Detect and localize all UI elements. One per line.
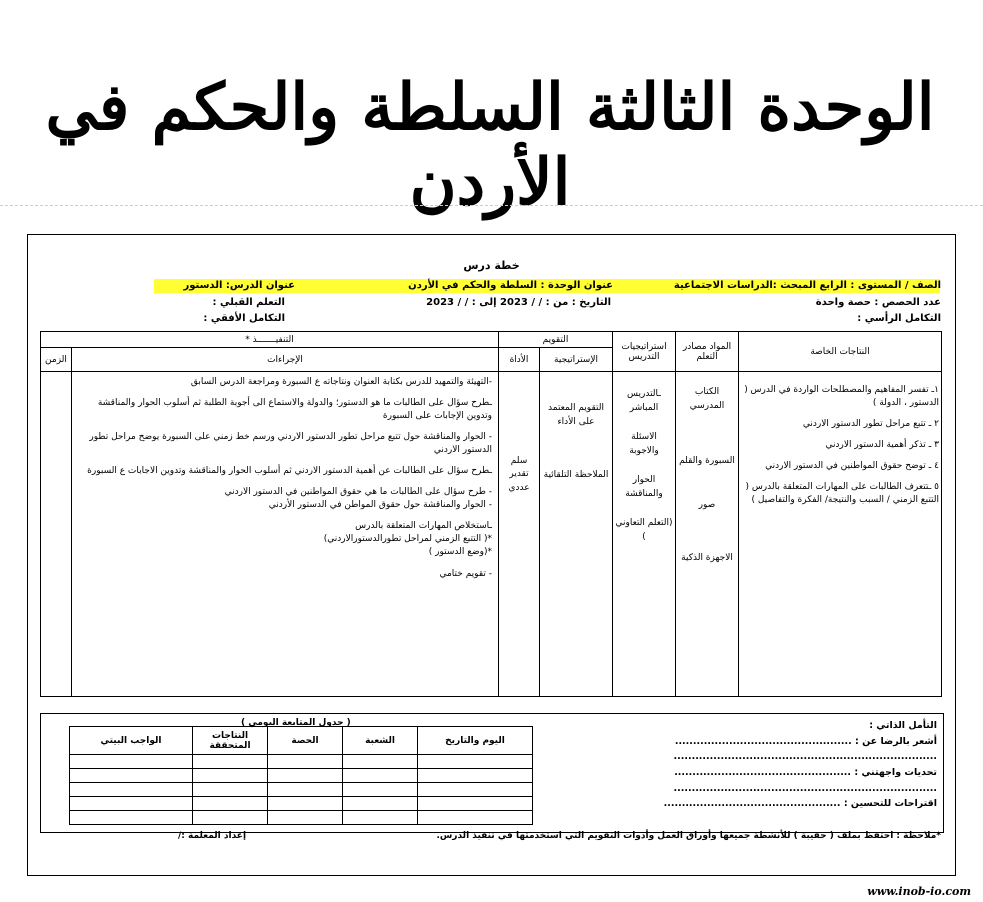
procedure-item: ـطرح سؤال على الطالبات ما هو الدستور؛ والدولة والاستماع الى أجوبة الطلبة ثم أسلوب الحوار والمناقشة وتدوين الإجابات على السبورة — [97, 398, 492, 422]
vertical-integration-label: التكامل الرأسي : — [857, 313, 941, 324]
outcome-item: ٤ ـ توضح حقوق المواطنين في الدستور الاردني — [765, 461, 939, 472]
procedure-item: *(وضع الدستور ) — [428, 547, 492, 558]
daily-header: اليوم والتاريخ — [418, 727, 533, 755]
prior-learning-label: التعلم القبلي : — [212, 297, 285, 308]
outcome-item: ١ـ تفسر المفاهيم والمصطلحات الواردة في الدرس ( الدستور ، الدولة ) — [744, 385, 939, 409]
procedure-item: *( التتبع الزمني لمراحل تطورالدستورالاردني) — [323, 534, 492, 545]
table-row — [70, 797, 533, 811]
material-item: صور — [698, 499, 716, 510]
website-watermark: www.inob-io.com — [867, 885, 971, 898]
table-row — [70, 755, 533, 769]
materials-cell — [676, 372, 739, 697]
self-reflection — [627, 718, 937, 812]
reflection-challenges-label: تحديات واجهتني : — [854, 767, 937, 779]
material-item: الاجهزة الذكية — [681, 553, 733, 563]
procedure-item: ـاستخلاص المهارات المتعلقة بالدرس — [355, 521, 492, 532]
eval-strategy-item: الملاحظة التلقائية — [543, 470, 609, 480]
outcomes-cell — [739, 372, 942, 697]
outcome-item: ٣ ـ تذكر أهمية الدستور الاردني — [825, 440, 939, 451]
unit-label: عنوان الوحدة : السلطة والحكم في الأردن — [408, 280, 613, 291]
reflection-challenges: تحديات واجهتني : ................................................. — [674, 767, 937, 779]
time-header: الزمن — [41, 348, 72, 372]
grade-label: الصف / المستوى : الرابع المبحث :الدراسات الاجتماعية — [673, 280, 941, 291]
procedure-item: - الحوار والمناقشة حول تتبع مراحل تطور الدستور الاردني ورسم خط زمني على السبورة يوضح مراحل تطور الدستور الاردني — [89, 432, 492, 456]
page-title: الوحدة الثالثة السلطة والحكم في الأردن — [45, 70, 935, 220]
dotted-line: ......................................................................... — [673, 751, 937, 763]
outcomes-header: النتاجات الخاصة — [739, 332, 942, 372]
eval-strategy-header: الإستراتيجية — [540, 348, 613, 372]
time-cell — [41, 372, 72, 697]
strategies-header: استراتيجيات التدريس — [613, 332, 676, 372]
procedure-item: ـطرح سؤال على الطالبات عن أهمية الدستور الاردني ثم أسلوب الحوار والمناقشة وتدوين الاجابات ع السبورة — [87, 466, 492, 477]
strategy-item: الاسئلة والاجوبة — [629, 432, 659, 456]
table-row — [70, 783, 533, 797]
periods-label: عدد الحصص : حصة واحدة — [815, 297, 941, 308]
procedures-header: الإجراءات — [72, 348, 499, 372]
note-text: *ملاحظة : احتفظ بملف ( حقيبة ) للأنشطة جميعها وأوراق العمل وأدوات التقويم التي استخدمتها في تنفيذ الدرس. — [436, 831, 941, 841]
reflection-suggestions: اقتراحات للتحسين : ................................................. — [663, 798, 937, 810]
daily-header: الشعبة — [343, 727, 418, 755]
procedures-cell — [72, 372, 499, 697]
evaluation-header: التقويم — [499, 332, 613, 348]
divider — [0, 205, 983, 206]
strategy-item: ـالتدريس المباشر — [627, 389, 661, 413]
strategy-item: (التعلم التعاوني ) — [615, 518, 673, 542]
horizontal-integration-label: التكامل الأفقي : — [203, 313, 285, 324]
procedure-item: - طرح سؤال على الطالبات ما هي حقوق المواطنين في الدستور الاردني — [224, 487, 492, 498]
followup-box — [40, 713, 944, 833]
eval-tool-header: الأداة — [499, 348, 540, 372]
outcome-item: ٥ ـتتعرف الطالبات على المهارات المتعلقة بالدرس ( التتبع الزمني / السبب والنتيجة/ الفكرة والتفاصيل ) — [745, 482, 939, 506]
material-item: الكتاب المدرسي — [689, 387, 725, 411]
daily-header: الواجب البيتي — [70, 727, 193, 755]
strategies-cell — [613, 372, 676, 697]
procedure-item: - تقويم ختامي — [439, 568, 492, 579]
daily-table-title: ( جدول المتابعة اليومي ) — [241, 718, 351, 728]
eval-strategy-cell — [540, 372, 613, 697]
outcome-item: ٢ ـ تتبع مراحل تطور الدستور الاردني — [802, 419, 939, 430]
execution-header: التنفيـــــــذ * — [41, 332, 499, 348]
lesson-table — [40, 331, 942, 697]
eval-strategy-item: التقويم المعتمد على الأداء — [548, 403, 604, 427]
lesson-label: عنوان الدرس: الدستور — [183, 280, 295, 291]
reflection-title: التأمل الذاتي : — [869, 720, 937, 731]
lesson-plan-sheet — [27, 234, 956, 876]
materials-header: المواد مصادر التعلم — [676, 332, 739, 372]
procedure-item: - الحوار والمناقشة حول حقوق المواطن في الدستور الأردني — [268, 500, 492, 511]
reflection-satisfied: أشعر بالرضا عن : ................................................. — [674, 735, 937, 747]
strategy-item: الحوار والمناقشة — [625, 475, 663, 499]
plan-title: خطة درس — [463, 259, 520, 272]
reflection-suggestions-label: اقتراحات للتحسين : — [843, 798, 937, 810]
prepared-by: إعداد المعلمة :/ — [178, 831, 247, 841]
daily-followup-table — [69, 726, 533, 825]
table-row — [70, 769, 533, 783]
reflection-satisfied-label: أشعر بالرضا عن : — [855, 735, 937, 747]
material-item: السبورة والقلم — [679, 456, 735, 466]
table-row — [70, 811, 533, 825]
dotted-line: ......................................................................... — [673, 782, 937, 794]
procedure-item: -التهيئة والتمهيد للدرس بكتابة العنوان ونتاجاته ع السبورة ومراجعة الدرس السابق — [190, 377, 492, 387]
daily-header: الحصة — [268, 727, 343, 755]
daily-header: النتاجات المتحققة — [193, 727, 268, 755]
date-label: التاريخ : من : / / 2023 إلى : / / 2023 — [426, 297, 611, 308]
eval-tool-cell: سلم تقدير عددي — [499, 372, 540, 697]
